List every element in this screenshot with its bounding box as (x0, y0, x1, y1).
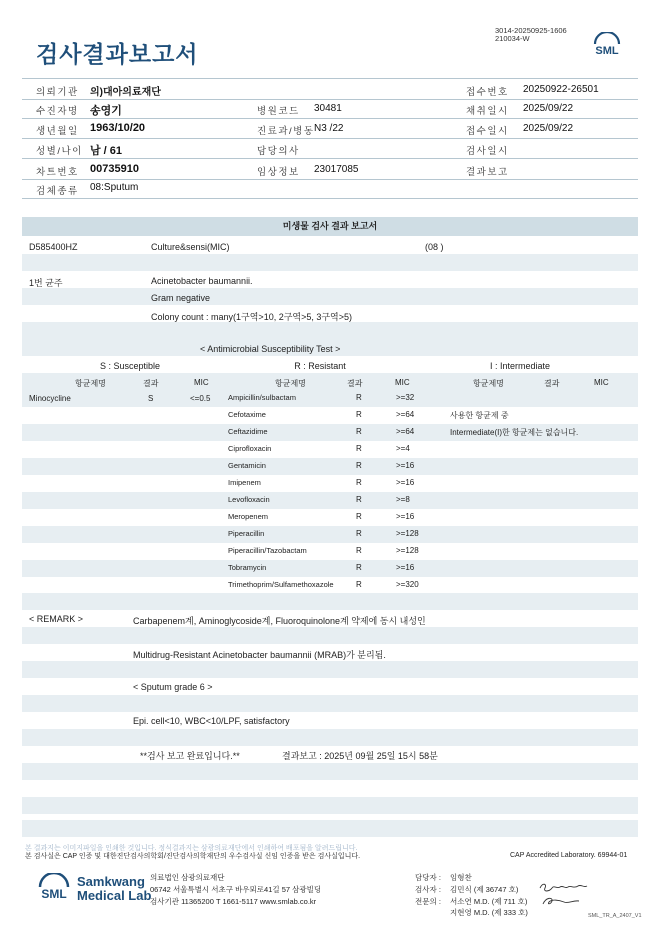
info-label: 접수번호 (466, 87, 509, 98)
staff-specialist-1: 서소연 M.D. (제 711 호) (450, 897, 528, 906)
resistant-mic: >=16 (396, 563, 415, 572)
info-value: 송영기 (90, 105, 122, 117)
col-header-drug: 항균제명 (75, 379, 106, 388)
info-value: 08:Sputum (90, 182, 139, 193)
susceptible-result: S (148, 394, 154, 403)
row-band (22, 288, 638, 305)
signature-image (537, 880, 592, 910)
info-row-divider (22, 179, 638, 180)
info-value: N3 /22 (314, 123, 344, 134)
staff-label-tester: 검사자 : (415, 885, 441, 894)
watermark-notice: 본 결과지는 이미지파일을 인쇄한 것입니다. 정식결과지는 삼광의료재단에서 인쇄하여 배포됨을 알려드립니다. (25, 845, 358, 852)
resistant-mic: >=64 (396, 410, 415, 419)
info-label: 채취일시 (466, 106, 509, 117)
lab-brand-line2: Medical Lab (77, 888, 152, 903)
report-time: 결과보고 : 2025년 09월 25일 15시 58분 (282, 751, 438, 761)
organism-label: 1번 균주 (29, 278, 63, 288)
cap-accreditation: CAP Accredited Laboratory. 69944-01 (510, 852, 628, 859)
info-label: 생년월일 (36, 126, 79, 137)
resistant-drug: Ciprofloxacin (228, 444, 272, 453)
certification-notice: 본 검사실은 CAP 인증 및 대한진단검사의학회/진단검사의학재단의 우수검사실 신임 인증을 받은 검사실입니다. (25, 853, 361, 860)
resistant-result: R (356, 461, 362, 470)
info-value: 남 / 61 (90, 145, 123, 157)
resistant-drug: Ceftazidime (228, 427, 268, 436)
info-label: 수진자명 (36, 106, 79, 117)
resistant-drug: Piperacillin (228, 529, 265, 538)
info-label: 담당의사 (257, 146, 300, 157)
info-row-divider (22, 99, 638, 100)
info-value: 30481 (314, 103, 342, 114)
col-header-result: 결과 (143, 379, 159, 388)
info-label: 진료과/병동 (257, 126, 315, 137)
resistant-result: R (356, 529, 362, 538)
row-band (22, 492, 638, 509)
row-band (22, 560, 638, 577)
row-band (22, 593, 638, 610)
col-header-mic: MIC (395, 378, 410, 387)
info-value: 00735910 (90, 163, 139, 175)
info-value: 2025/09/22 (523, 103, 574, 114)
resistant-drug: Piperacillin/Tazobactam (228, 546, 307, 555)
row-band (22, 458, 638, 475)
category-susceptible: S : Susceptible (99, 361, 161, 371)
category-intermediate: I : Intermediate (489, 361, 551, 371)
report-complete: **검사 보고 완료입니다.** (140, 751, 240, 761)
col-header-drug: 항균제명 (473, 379, 504, 388)
susceptible-drug: Minocycline (29, 394, 71, 403)
test-specimen: (08 ) (425, 242, 444, 252)
remark-line-4: Epi. cell<10, WBC<10/LPF, satisfactory (133, 716, 290, 726)
info-label: 접수일시 (466, 126, 509, 137)
info-label: 병원코드 (257, 106, 300, 117)
row-band (22, 820, 638, 837)
resistant-result: R (356, 546, 362, 555)
staff-label-manager: 담당자 : (415, 873, 441, 882)
intermediate-note-1: 사용한 항균제 중 (450, 411, 509, 420)
staff-label-specialist: 전문의 : (415, 897, 441, 906)
resistant-result: R (356, 580, 362, 589)
test-name: Culture&sensi(MIC) (151, 242, 230, 252)
info-label: 임상정보 (257, 167, 300, 178)
remark-line-1: Carbapenem계, Aminoglycoside계, Fluoroquinolone계 약제에 동시 내성인 (133, 616, 426, 626)
col-header-drug: 항균제명 (275, 379, 306, 388)
resistant-result: R (356, 563, 362, 572)
col-header-result: 결과 (544, 379, 560, 388)
document-code (495, 27, 567, 43)
col-header-mic: MIC (194, 378, 209, 387)
category-resistant: R : Resistant (294, 361, 346, 371)
resistant-mic: >=4 (396, 444, 410, 453)
resistant-result: R (356, 393, 362, 402)
resistant-mic: >=16 (396, 478, 415, 487)
row-band (22, 390, 638, 407)
row-band (22, 254, 638, 271)
footer-logo-text: SML (41, 887, 67, 901)
resistant-result: R (356, 512, 362, 521)
test-code: D585400HZ (29, 242, 78, 252)
info-label: 검사일시 (466, 146, 509, 157)
info-row-divider (22, 198, 638, 199)
resistant-mic: >=8 (396, 495, 410, 504)
remark-line-2: Multidrug-Resistant Acinetobacter baumannii (MRAB)가 분리됨. (133, 650, 386, 660)
row-band (22, 627, 638, 644)
info-label: 결과보고 (466, 167, 509, 178)
susceptible-mic: <=0.5 (190, 394, 211, 403)
staff-manager: 임형찬 (450, 873, 472, 882)
org-name: 의료법인 삼광의료재단 (150, 873, 225, 882)
info-label: 검체종류 (36, 186, 79, 197)
resistant-mic: >=16 (396, 512, 415, 521)
org-address: 06742 서울특별시 서초구 바우뫼로41길 57 삼광빌딩 (150, 885, 322, 894)
resistant-drug: Ampicillin/sulbactam (228, 393, 296, 402)
organism-name: Acinetobacter baumannii. (151, 276, 253, 286)
resistant-mic: >=128 (396, 529, 419, 538)
intermediate-note-2: Intermediate(I)한 항균제는 없습니다. (450, 428, 579, 437)
resistant-drug: Trimethoprim/Sulfamethoxazole (228, 580, 334, 589)
resistant-drug: Imipenem (228, 478, 261, 487)
resistant-drug: Gentamicin (228, 461, 266, 470)
logo-text: SML (595, 45, 619, 57)
info-value: 20250922-26501 (523, 84, 599, 95)
info-top-border (22, 78, 638, 79)
col-header-result: 결과 (347, 379, 363, 388)
document-code-line1: 3014-20250925-1606 (495, 26, 567, 35)
resistant-mic: >=32 (396, 393, 415, 402)
resistant-drug: Tobramycin (228, 563, 267, 572)
remark-label: < REMARK > (29, 614, 84, 624)
info-row-divider (22, 158, 638, 159)
info-label: 성별/나이 (36, 146, 83, 157)
info-value: 2025/09/22 (523, 123, 574, 134)
row-band (22, 763, 638, 780)
resistant-result: R (356, 495, 362, 504)
resistant-drug: Levofloxacin (228, 495, 270, 504)
resistant-drug: Meropenem (228, 512, 269, 521)
lab-brand-line1: Samkwang (77, 874, 145, 889)
resistant-mic: >=320 (396, 580, 419, 589)
sml-logo-icon (590, 32, 624, 62)
resistant-mic: >=16 (396, 461, 415, 470)
staff-tester: 김민식 (제 36747 호) (450, 885, 519, 894)
row-band (22, 729, 638, 746)
row-band (22, 661, 638, 678)
org-contact: 검사기관 11365200 T 1661-5117 www.smlab.co.kr (150, 897, 317, 906)
info-label: 의뢰기관 (36, 87, 79, 98)
ast-title: < Antimicrobial Susceptibility Test > (200, 344, 341, 354)
row-band (22, 695, 638, 712)
row-band (22, 526, 638, 543)
info-value: 1963/10/20 (90, 122, 146, 134)
info-row-divider (22, 118, 638, 119)
remark-line-3: < Sputum grade 6 > (133, 682, 213, 692)
sml-footer-logo-icon (35, 873, 73, 907)
lab-brand (77, 875, 151, 903)
gram-stain: Gram negative (151, 293, 211, 303)
micro-section-title: 미생물 검사 결과 보고서 (22, 217, 638, 236)
col-header-mic: MIC (594, 378, 609, 387)
info-row-divider (22, 138, 638, 139)
form-code: SML_TR_A_2407_V1 (588, 913, 642, 919)
staff-specialist-2: 지현영 M.D. (제 333 호) (450, 908, 528, 917)
resistant-result: R (356, 410, 362, 419)
document-code-line2: 210034-W (495, 34, 530, 43)
page-title: 검사결과보고서 (36, 41, 199, 67)
resistant-result: R (356, 427, 362, 436)
row-band (22, 797, 638, 814)
row-band (22, 322, 638, 339)
resistant-result: R (356, 444, 362, 453)
resistant-drug: Cefotaxime (228, 410, 266, 419)
info-label: 차트번호 (36, 167, 79, 178)
resistant-result: R (356, 478, 362, 487)
resistant-mic: >=64 (396, 427, 415, 436)
info-value: 23017085 (314, 164, 359, 175)
info-value: 의)대아의료재단 (90, 87, 161, 98)
resistant-mic: >=128 (396, 546, 419, 555)
colony-count: Colony count : many(1구역>10, 2구역>5, 3구역>5) (151, 312, 353, 322)
